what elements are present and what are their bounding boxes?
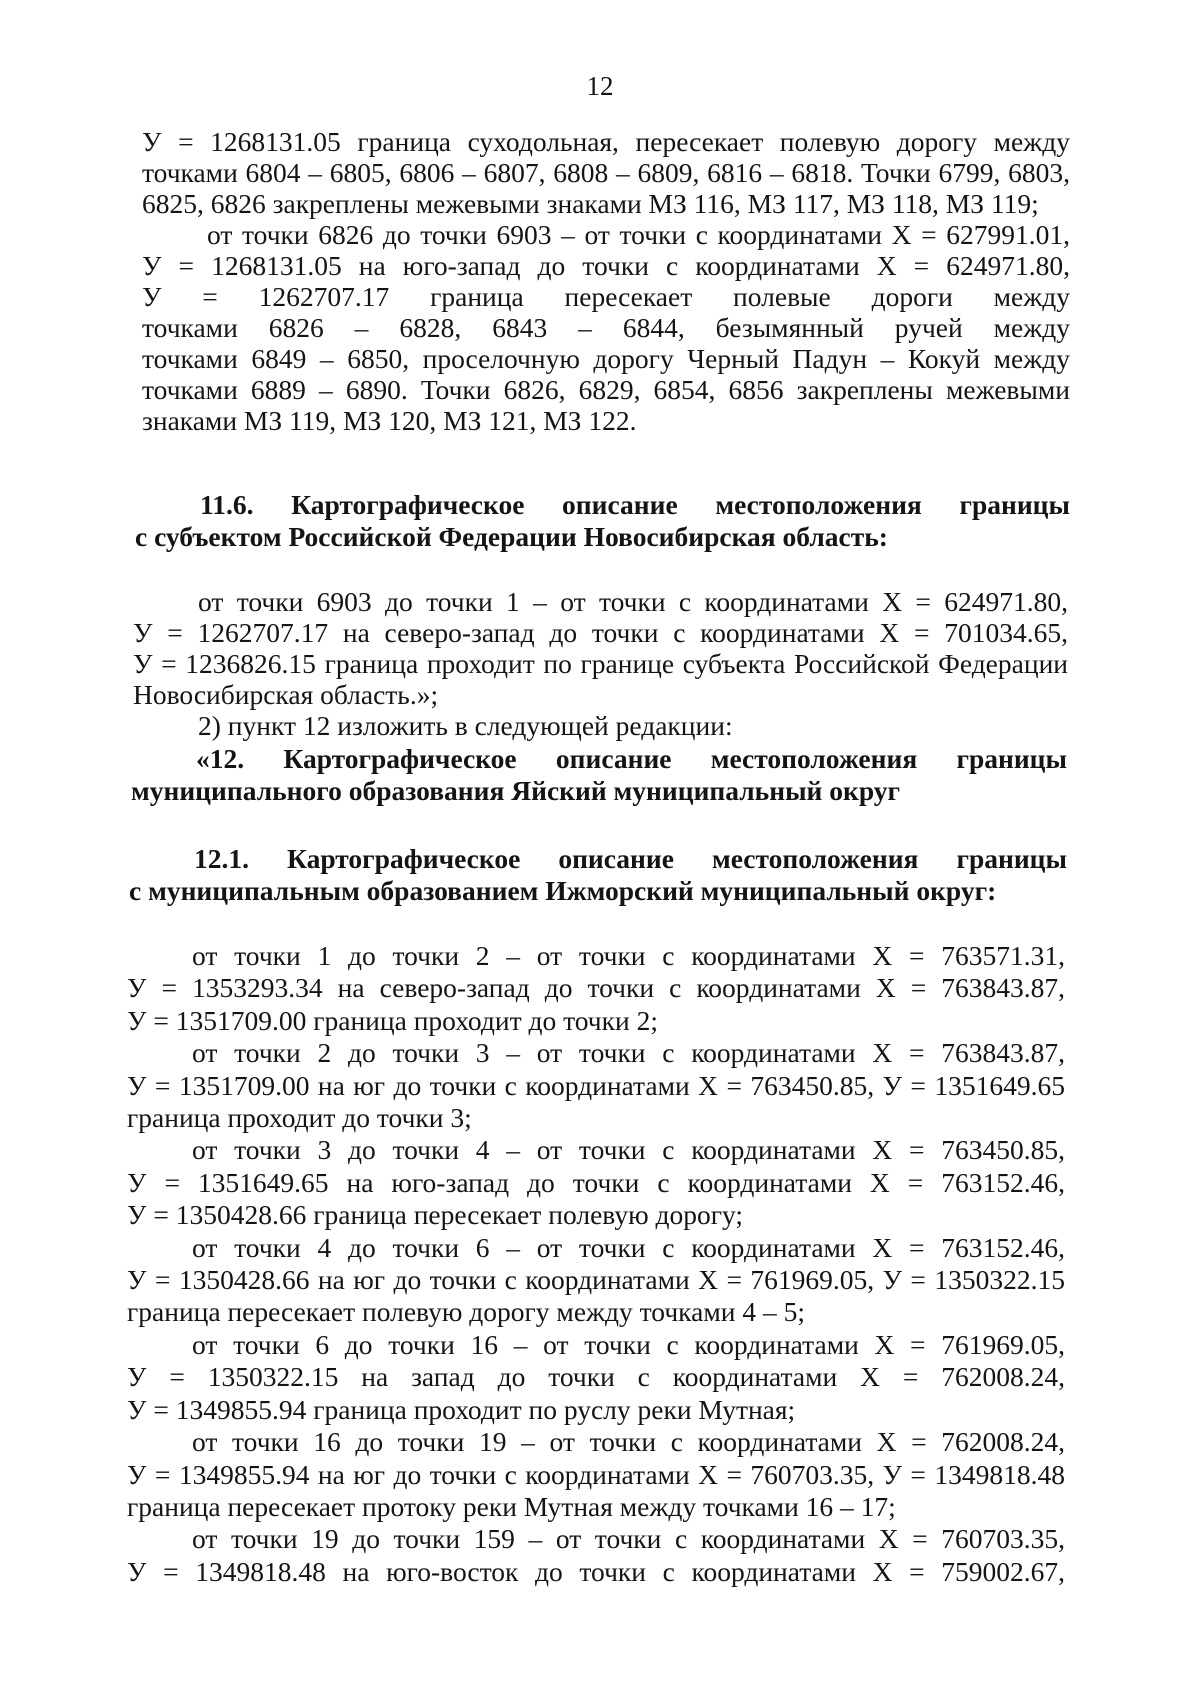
text-line: точками 6849 – 6850, проселочную дорогу Черный Падун – Кокуй между xyxy=(142,343,1070,374)
paragraph-block-b xyxy=(133,586,1068,741)
text-line: от точки 19 до точки 159 – от точки с координатами Х = 760703.35, xyxy=(192,1523,1065,1555)
text-line: У = 1268131.05 на юго-запад до точки с координатами Х = 624971.80, xyxy=(142,250,1070,281)
text-line: точками 6889 – 6890. Точки 6826, 6829, 6854, 6856 закреплены межевыми xyxy=(142,374,1070,405)
text-line: У = 1351709.00 граница проходит до точки 2; xyxy=(127,1004,658,1036)
text-line: от точки 6903 до точки 1 – от точки с координатами Х = 624971.80, xyxy=(198,586,1068,617)
text-line: от точки 6826 до точки 6903 – от точки с координатами Х = 627991.01, xyxy=(207,219,1070,250)
text-line: У = 1351649.65 на юго-запад до точки с координатами Х = 763152.46, xyxy=(127,1166,1065,1198)
text-line: У = 1262707.17 на северо-запад до точки с координатами Х = 701034.65, xyxy=(133,617,1068,648)
text-line: точками 6826 – 6828, 6843 – 6844, безымянный ручей между xyxy=(142,312,1070,343)
text-line: точками 6804 – 6805, 6806 – 6807, 6808 – 6809, 6816 – 6818. Точки 6799, 6803, xyxy=(142,157,1070,188)
section-heading-11-6 xyxy=(135,489,1070,553)
text-line: У = 1350428.66 граница пересекает полевую дорогу; xyxy=(127,1199,744,1231)
section-heading-12 xyxy=(131,743,1067,807)
text-line: У = 1349855.94 граница проходит по руслу реки Мутная; xyxy=(127,1393,796,1425)
text-line: граница пересекает протоку реки Мутная между точками 16 – 17; xyxy=(127,1490,896,1522)
heading-line: 11.6. Картографическое описание местоположения границы xyxy=(200,489,1070,520)
text-line: от точки 1 до точки 2 – от точки с координатами Х = 763571.31, xyxy=(192,940,1065,971)
text-line: от точки 2 до точки 3 – от точки с координатами Х = 763843.87, xyxy=(192,1037,1065,1069)
paragraph-block-a xyxy=(142,126,1070,436)
text-line: У = 1350322.15 на запад до точки с координатами Х = 762008.24, xyxy=(127,1361,1065,1393)
text-line: У = 1349818.48 на юго-восток до точки с координатами Х = 759002.67, xyxy=(127,1555,1065,1587)
text-line: знаками МЗ 119, МЗ 120, МЗ 121, МЗ 122. xyxy=(142,405,637,436)
text-line: от точки 6 до точки 16 – от точки с координатами Х = 761969.05, xyxy=(192,1328,1065,1360)
text-line: от точки 16 до точки 19 – от точки с координатами Х = 762008.24, xyxy=(192,1426,1065,1458)
text-line: 2) пункт 12 изложить в следующей редакции: xyxy=(198,710,733,741)
heading-line: 12.1. Картографическое описание местоположения границы xyxy=(194,843,1067,874)
section-heading-12-1 xyxy=(129,843,1067,907)
text-line: У = 1268131.05 граница суходольная, пересекает полевую дорогу между xyxy=(142,126,1070,157)
page-number: 12 xyxy=(586,71,614,101)
text-line: У = 1350428.66 на юг до точки с координатами Х = 761969.05, У = 1350322.15 xyxy=(127,1264,1065,1296)
heading-line: с муниципальным образованием Ижморский муниципальный округ: xyxy=(129,875,997,906)
heading-line: муниципального образования Яйский муниципальный округ xyxy=(131,775,901,806)
text-line: граница пересекает полевую дорогу между точками 4 – 5; xyxy=(127,1296,805,1328)
text-line: У = 1262707.17 граница пересекает полевые дороги между xyxy=(142,281,1070,312)
text-line: 6825, 6826 закреплены межевыми знаками МЗ 116, МЗ 117, МЗ 118, МЗ 119; xyxy=(142,188,1039,219)
paragraph-block-c xyxy=(127,940,1065,1588)
text-line: Новосибирская область.»; xyxy=(133,679,439,710)
text-line: У = 1353293.34 на северо-запад до точки с координатами Х = 763843.87, xyxy=(127,972,1065,1004)
text-line: У = 1236826.15 граница проходит по границе субъекта Российской Федерации xyxy=(133,648,1068,679)
heading-line: с субъектом Российской Федерации Новосибирская область: xyxy=(135,521,888,552)
text-line: У = 1349855.94 на юг до точки с координатами Х = 760703.35, У = 1349818.48 xyxy=(127,1458,1065,1490)
heading-line: «12. Картографическое описание местоположения границы xyxy=(196,743,1067,774)
text-line: от точки 4 до точки 6 – от точки с координатами Х = 763152.46, xyxy=(192,1231,1065,1263)
text-line: У = 1351709.00 на юг до точки с координатами Х = 763450.85, У = 1351649.65 xyxy=(127,1069,1065,1101)
text-line: от точки 3 до точки 4 – от точки с координатами Х = 763450.85, xyxy=(192,1134,1065,1166)
text-line: граница проходит до точки 3; xyxy=(127,1102,472,1134)
